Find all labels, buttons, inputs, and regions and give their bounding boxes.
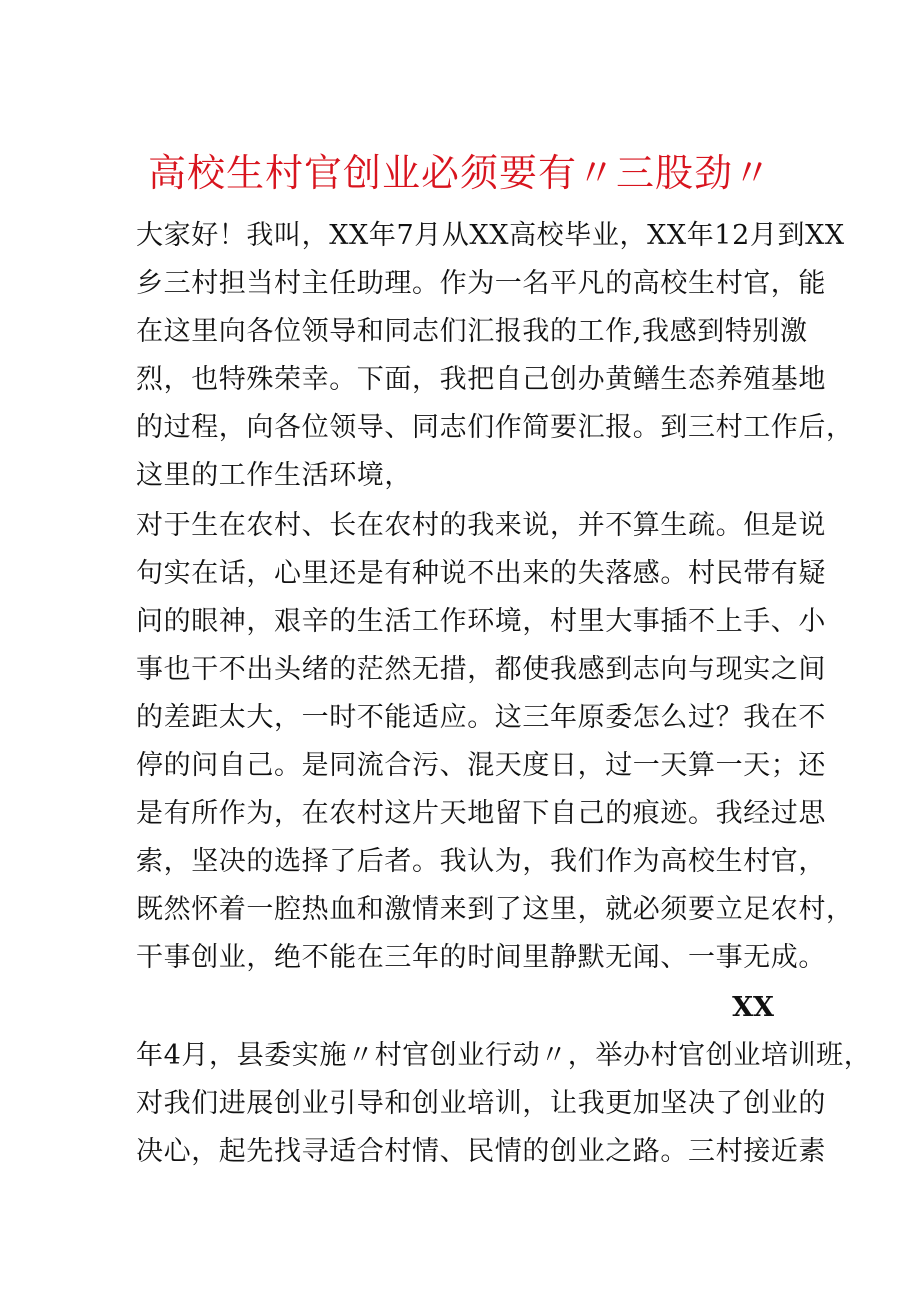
text-line: 对于生在农村、长在农村的我来说，并不算生疏。但是说 bbox=[136, 510, 826, 541]
text-line: 乡三村担当村主任助理。作为一名平凡的高校生村官，能 bbox=[136, 268, 826, 299]
text-line: 在这里向各位领导和同志们汇报我的工作,我感到特别激 bbox=[136, 316, 808, 347]
document-title: 高校生村官创业必须要有〃三股劲〃 bbox=[147, 151, 772, 195]
paragraph-1 bbox=[136, 212, 854, 500]
paragraph-2 bbox=[136, 502, 854, 982]
text-line: 年4月，县委实施〃村官创业行动〃，举办村官创业培训班， bbox=[136, 1040, 872, 1071]
text-line: 烈，也特殊荣幸。下面，我把自己创办黄鳝生态养殖基地 bbox=[136, 364, 826, 395]
text-line: 停的问自己。是同流合污、混天度日，过一天算一天；还 bbox=[136, 750, 826, 781]
text-line: 干事创业，绝不能在三年的时间里静默无闻、一事无成。 bbox=[136, 942, 826, 973]
text-line: 索，坚决的选择了后者。我认为，我们作为高校生村官， bbox=[136, 846, 826, 877]
text-line: 是有所作为，在农村这片天地留下自己的痕迹。我经过思 bbox=[136, 798, 826, 829]
text-line: 句实在话，心里还是有种说不出来的失落感。村民带有疑 bbox=[136, 558, 826, 589]
text-line: 决心，起先找寻适合村情、民情的创业之路。三村接近素 bbox=[136, 1136, 826, 1167]
text-line: 问的眼神，艰辛的生活工作环境，村里大事插不上手、小 bbox=[136, 606, 826, 637]
paragraph-3 bbox=[136, 1032, 872, 1176]
text-line: 既然怀着一腔热血和激情来到了这里，就必须要立足农村， bbox=[136, 894, 854, 925]
text-line: 的过程，向各位领导、同志们作简要汇报。到三村工作后， bbox=[136, 412, 854, 443]
text-line: 大家好！我叫，XX年7月从XX高校毕业，XX年12月到XX bbox=[136, 220, 845, 251]
text-line: 的差距太大，一时不能适应。这三年原委怎么过？我在不 bbox=[136, 702, 826, 733]
text-line: 这里的工作生活环境， bbox=[136, 460, 412, 491]
text-line: 事也干不出头绪的茫然无措，都使我感到志向与现实之间 bbox=[136, 654, 826, 685]
right-aligned-year-prefix: XX bbox=[732, 992, 774, 1023]
text-line: 对我们进展创业引导和创业培训，让我更加坚决了创业的 bbox=[136, 1088, 826, 1119]
